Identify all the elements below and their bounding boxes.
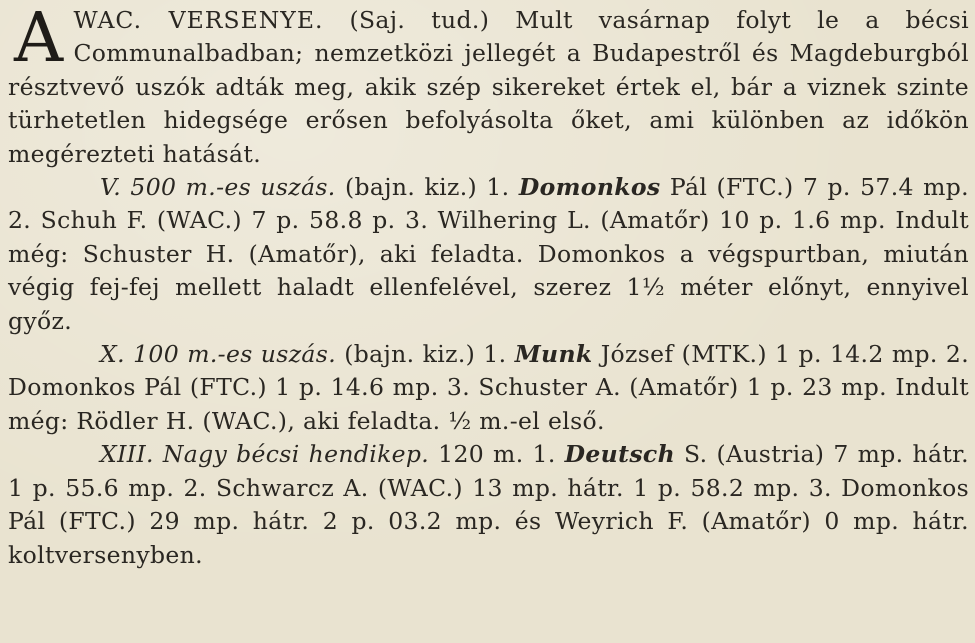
event-winner: Deutsch bbox=[564, 440, 676, 469]
intro-paragraph bbox=[8, 0, 969, 171]
event-number: XIII. bbox=[100, 440, 154, 469]
event-winner: Munk bbox=[514, 340, 593, 369]
article-source: (Saj. tud.) bbox=[349, 6, 490, 34]
event-name: 500 m.-es uszás. bbox=[130, 173, 336, 202]
event-condition: (bajn. kiz.) 1. bbox=[344, 173, 510, 202]
event-number: X. bbox=[100, 340, 125, 369]
event-winner: Domonkos bbox=[518, 173, 661, 202]
event-paragraph-v bbox=[8, 171, 969, 338]
event-paragraph-xiii bbox=[8, 438, 969, 572]
article-wac-verseny bbox=[8, 0, 970, 572]
event-body: József (MTK.) 1 p. 14.2 mp. 2. Domonkos Pál (FTC.) 1 p. 14.6 mp. 3. Schuster A. (Amatőr) 1 p. 23 mp. Indult még: Rödler H. (WAC.), aki feladta. ½ m.-el első. bbox=[8, 340, 970, 435]
intro-body: Mult vasárnap folyt le a bécsi Communalbadban; nemzetközi jellegét a Budapestről és Magdeburgból résztvevő uszók adták meg, akik szép sikereket értek el, bár a viznek szinte türhetetlen hidegsége erősen befolyásolta őket, ami különben az időkön megérezteti hatását. bbox=[8, 6, 969, 168]
event-condition: 120 m. 1. bbox=[438, 440, 556, 469]
event-number: V. bbox=[100, 173, 122, 202]
event-paragraph-x bbox=[8, 338, 969, 438]
event-condition: (bajn. kiz.) 1. bbox=[344, 340, 507, 369]
event-name: Nagy bécsi hendikep. bbox=[162, 440, 430, 469]
article-title: WAC. VERSENYE. bbox=[73, 6, 324, 34]
event-name: 100 m.-es uszás. bbox=[133, 340, 337, 369]
event-body: S. (Austria) 7 mp. hátr. 1 p. 55.6 mp. 2. Schwarcz A. (WAC.) 13 mp. hátr. 1 p. 58.2 mp. 3. Domonkos Pál (FTC.) 29 mp. hátr. 2 p. 03.2 mp. és Weyrich F. (Amatőr) 0 mp. hátr. koltversenyben. bbox=[8, 440, 969, 569]
drop-cap: A bbox=[14, 0, 64, 78]
event-body: Pál (FTC.) 7 p. 57.4 mp. 2. Schuh F. (WAC.) 7 p. 58.8 p. 3. Wilhering L. (Amatőr) 10 p. 1.6 mp. Indult még: Schuster H. (Amatőr), aki feladta. Domonkos a végspurtban, miután végig fej-fej mellett haladt ellenfelével, szerez 1½ méter előnyt, ennyivel győz. bbox=[8, 173, 969, 335]
